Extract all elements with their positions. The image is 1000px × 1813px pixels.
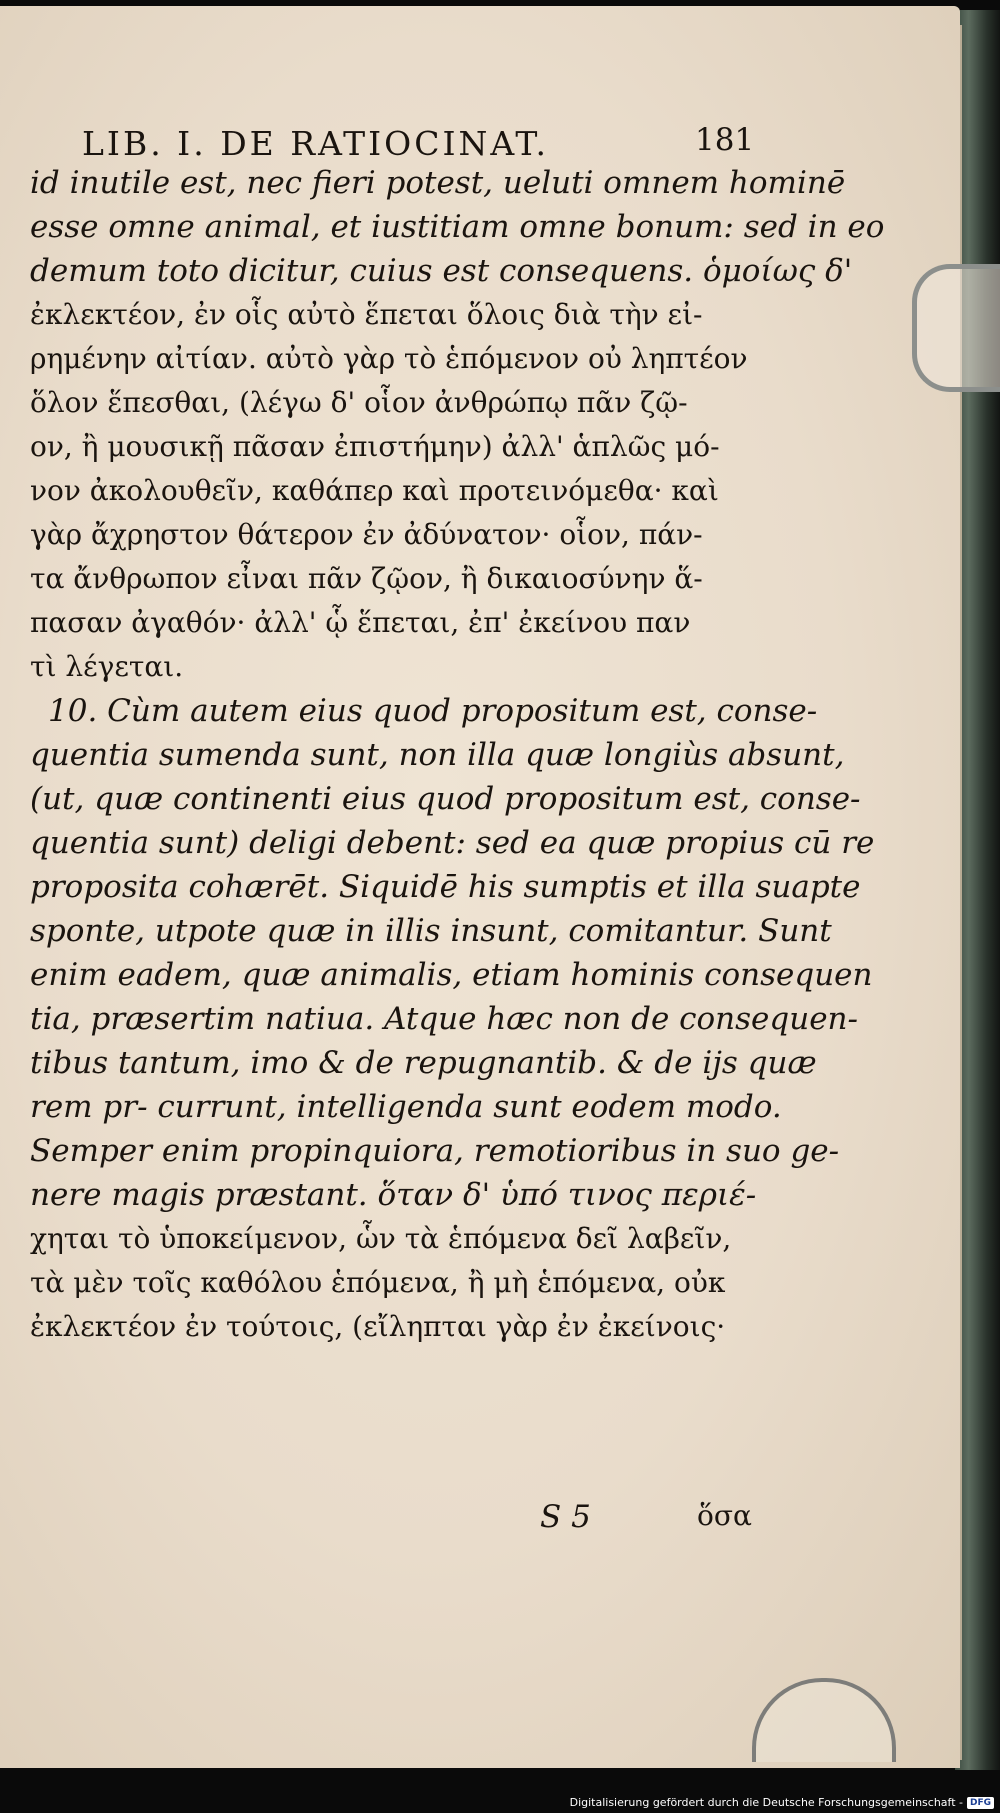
text-line: tibus tantum, imo & de repugnantib. & de ijs quæ — [30, 1045, 817, 1081]
text-line: (ut, quæ continenti eius quod propositum est, conse- — [30, 781, 861, 817]
text-line: χηται τὸ ὑποκείμενον, ὧν τὰ ἑπόμενα δεῖ λαβεῖν, — [30, 1222, 732, 1255]
text-line: ἐκλεκτέον, ἐν οἷς αὐτὸ ἕπεται ὅλοις διὰ τὴν εἰ- — [30, 298, 703, 331]
page-text — [0, 6, 960, 1768]
footer-credit: Digitalisierung gefördert durch die Deutsche Forschungsgemeinschaft - — [569, 1796, 963, 1809]
text-line: id inutile est, nec fieri potest, ueluti omnem hominē — [30, 165, 846, 201]
text-line: quentia sumenda sunt, non illa quæ longiùs absunt, — [30, 737, 845, 773]
text-line: enim eadem, quæ animalis, etiam hominis consequen — [30, 957, 873, 993]
running-title: LIB. I. DE RATIOCINAT. — [82, 124, 550, 163]
text-line: τὶ λέγεται. — [30, 650, 184, 683]
text-line: esse omne animal, et iustitiam omne bonum: sed in eo — [30, 209, 885, 245]
text-line: demum toto dicitur, cuius est consequens. ὁμοίως δ' — [30, 253, 853, 289]
text-line: Semper enim propinquiora, remotioribus in suo ge- — [30, 1133, 840, 1169]
text-line: sponte, utpote quæ in illis insunt, comitantur. Sunt — [30, 913, 832, 949]
book-page — [0, 6, 960, 1768]
text-line: 10. Cùm autem eius quod propositum est, conse- — [48, 693, 818, 729]
dfg-logo: DFG — [967, 1797, 994, 1809]
text-line: ὅλον ἕπεσθαι, (λέγω δ' οἷον ἀνθρώπῳ πᾶν ζῷ- — [30, 386, 688, 419]
text-line: γὰρ ἄχρηστον θάτερον ἐν ἀδύνατον· οἷον, πάν- — [30, 518, 703, 551]
signature-mark: S 5 — [540, 1499, 591, 1535]
text-line: ἐκλεκτέον ἐν τούτοις, (εἴληπται γὰρ ἐν ἐκείνοις· — [30, 1310, 726, 1343]
text-line: quentia sunt) deligi debent: sed ea quæ propius cū re — [30, 825, 875, 861]
text-line: proposita cohærēt. Siquidē his sumptis et illa suapte — [30, 869, 861, 905]
page-number: 181 — [695, 122, 755, 158]
text-line: rem pr- currunt, intelligenda sunt eodem modo. — [30, 1089, 782, 1125]
text-line: ρημένην αἰτίαν. αὐτὸ γὰρ τὸ ἑπόμενον οὐ ληπτέον — [30, 342, 748, 375]
digitization-footer — [570, 1796, 994, 1809]
text-line: τα ἄνθρωπον εἶναι πᾶν ζῷον, ἢ δικαιοσύνην ἅ- — [30, 562, 703, 595]
catchword: ὅσα — [697, 1499, 752, 1532]
text-line: nere magis præstant. ὅταν δ' ὑπό τινος περιέ- — [30, 1177, 757, 1213]
text-line: tia, præsertim natiua. Atque hæc non de consequen- — [30, 1001, 858, 1037]
text-line: τὰ μὲν τοῖς καθόλου ἑπόμενα, ἢ μὴ ἑπόμενα, οὐκ — [30, 1266, 726, 1299]
text-line: νον ἀκολουθεῖν, καθάπερ καὶ προτεινόμεθα· καὶ — [30, 474, 719, 507]
text-line: ον, ἢ μουσικῇ πᾶσαν ἐπιστήμην) ἀλλ' ἁπλῶς μό- — [30, 430, 720, 463]
text-line: πασαν ἀγαθόν· ἀλλ' ᾧ ἕπεται, ἐπ' ἐκείνου παν — [30, 606, 691, 639]
